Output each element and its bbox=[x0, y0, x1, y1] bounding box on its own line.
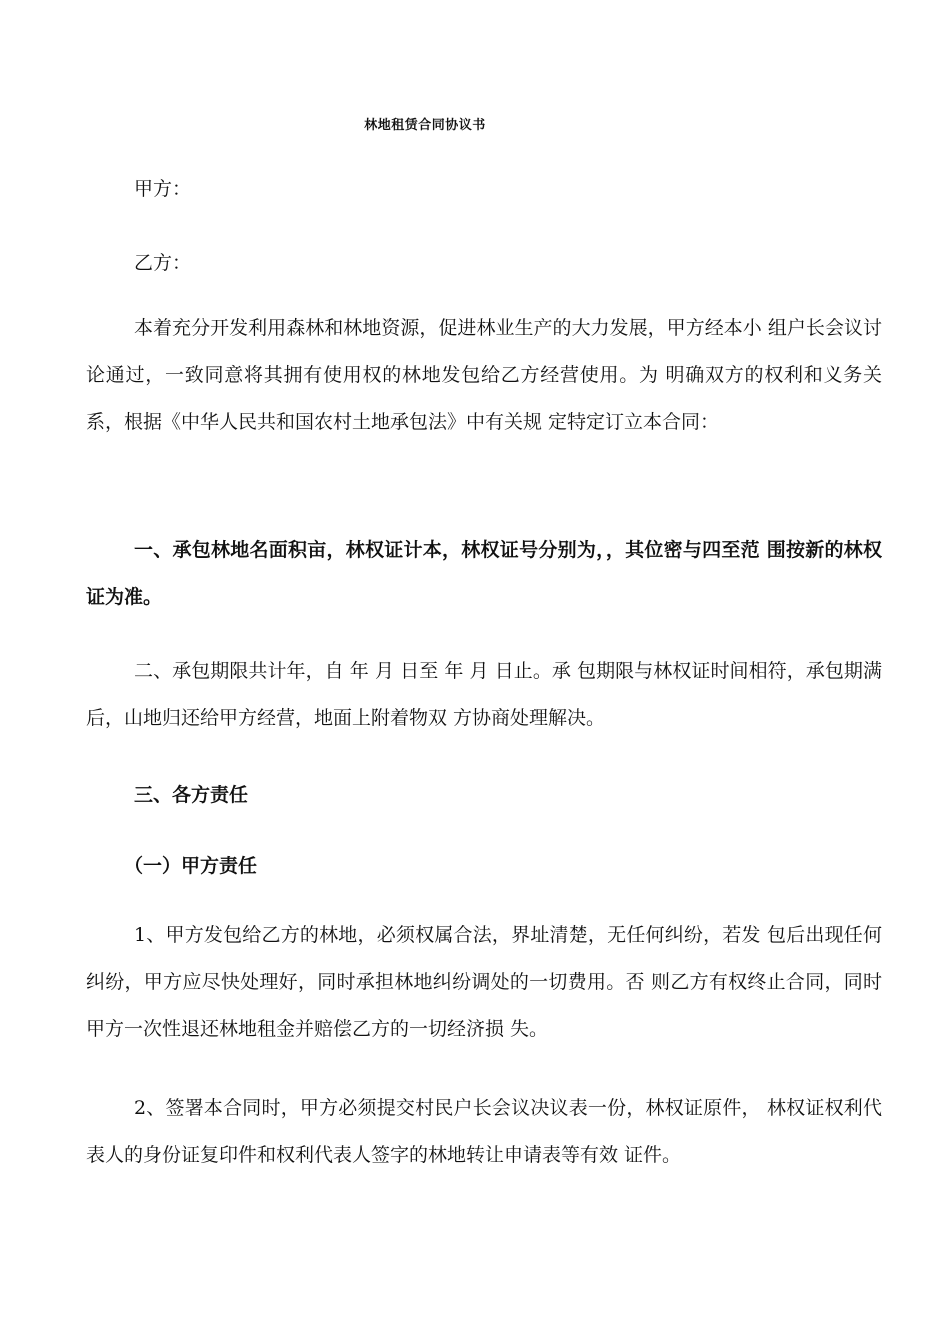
clause-1-paragraph: 一、承包林地名面积亩，林权证计本，林权证号分别为，，其位密与四至范 围按新的林权证为准。 bbox=[86, 539, 882, 608]
section-3-heading: 三、各方责任 bbox=[134, 784, 249, 806]
clause-2-paragraph: 二、承包期限共计年，自 年 月 日至 年 月 日止。承 包期限与林权证时间相符，承包期满后，山地归还给甲方经营，地面上附着物双 方协商处理解决。 bbox=[86, 660, 882, 729]
item-1-paragraph: 1、甲方发包给乙方的林地，必须权属合法，界址清楚，无任何纠纷，若发 包后出现任何纠纷，甲方应尽快处理好，同时承担林地纠纷调处的一切费用。否 则乙方有权终止合同，同时甲方一次性退还林地租金并赔偿乙方的一切经济损 失。 bbox=[86, 924, 882, 1040]
subsection-a-heading: （一）甲方责任 bbox=[124, 855, 258, 877]
document-title-wrap bbox=[0, 114, 950, 133]
document-title: 林地租赁合同协议书 bbox=[364, 118, 486, 133]
item-2-paragraph: 2、签署本合同时，甲方必须提交村民户长会议决议表一份，林权证原件， 林权证权利代表人的身份证复印件和权利代表人签字的林地转让申请表等有效 证件。 bbox=[86, 1097, 882, 1166]
party-a-label: 甲方： bbox=[134, 178, 192, 200]
intro-paragraph: 本着充分开发利用森林和林地资源，促进林业生产的大力发展，甲方经本小 组户长会议讨论通过，一致同意将其拥有使用权的林地发包给乙方经营使用。为 明确双方的权利和义务关系，根据《中华人民共和国农村土地承包法》中有关规 定特定订立本合同： bbox=[86, 317, 882, 433]
party-b-label: 乙方： bbox=[134, 252, 192, 274]
